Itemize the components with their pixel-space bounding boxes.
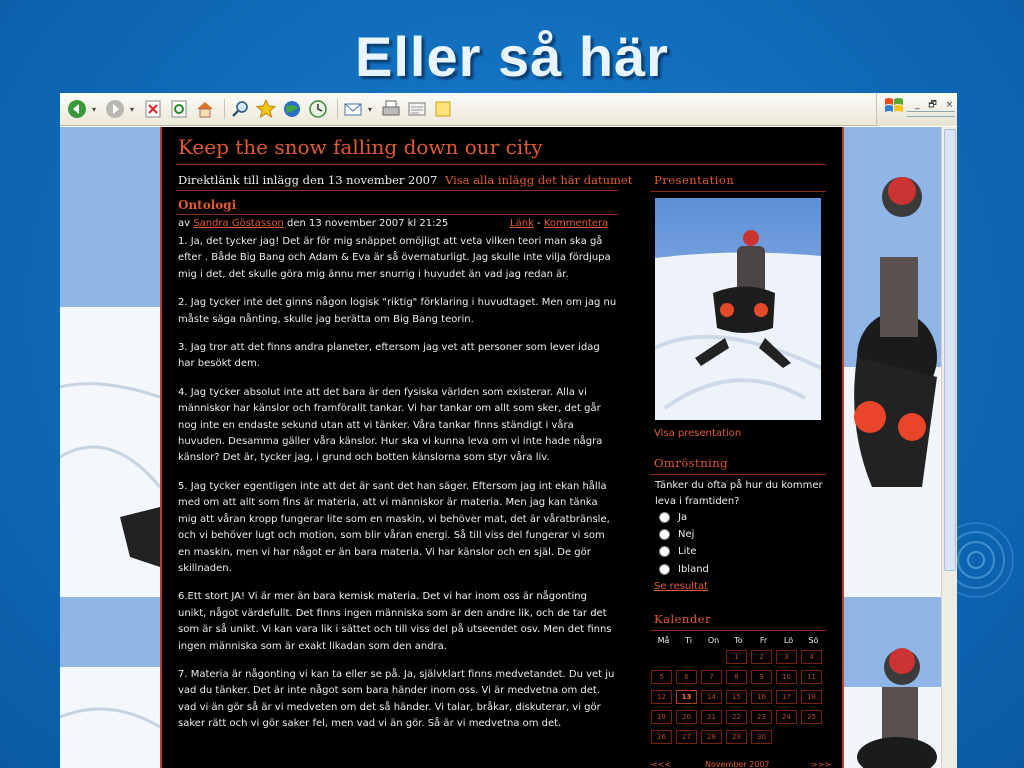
post-title[interactable]: Ontologi xyxy=(178,198,237,212)
calendar-day[interactable]: 3 xyxy=(776,650,797,664)
poll-option-ja[interactable] xyxy=(659,512,687,523)
post-actions xyxy=(510,218,608,229)
slide-title: Eller så här xyxy=(355,25,669,88)
radio-button[interactable] xyxy=(659,564,670,575)
show-all-posts-link[interactable]: Visa alla inlägg det här datumet xyxy=(445,173,633,187)
link-separator: - xyxy=(537,218,541,229)
calendar-day[interactable]: 2 xyxy=(751,650,772,664)
calendar xyxy=(651,636,827,744)
post-paragraph: 1. Ja, det tycker jag! Det är för mig snäppet omöjligt att veta vilken teori man ska gå efter . Både Big Bang och Adam & Eva är så övernaturligt. Jag skulle inte vilja fördjupa mig i det, det skulle göra mig ännu mer snurrig i huvudet än vad jag redan är. xyxy=(178,236,611,280)
radio-button[interactable] xyxy=(659,529,670,540)
radio-button[interactable] xyxy=(659,512,670,523)
refresh-icon[interactable] xyxy=(168,98,190,120)
calendar-day[interactable]: 1 xyxy=(726,650,747,664)
permalink-heading: Direktlänk till inlägg den 13 november 2007 xyxy=(178,173,438,187)
media-icon[interactable] xyxy=(281,98,303,120)
calendar-weekday: Sö xyxy=(808,636,819,645)
calendar-empty-cell xyxy=(776,730,797,744)
comment-link[interactable]: Kommentera xyxy=(543,218,609,229)
blog-title[interactable]: Keep the snow falling down our city xyxy=(178,135,543,159)
search-icon[interactable] xyxy=(229,98,251,120)
windows-logo-icon xyxy=(883,95,905,117)
snow-background-right-top xyxy=(842,127,942,597)
window-controls[interactable]: _ 🗗 × xyxy=(915,100,957,110)
divider xyxy=(176,214,618,215)
calendar-day[interactable]: 13 xyxy=(676,690,697,704)
calendar-weekday: To xyxy=(734,636,743,645)
post-paragraph: 2. Jag tycker inte det ginns någon logisk "riktig" förklaring i huvudtaget. Men om jag nu måste säga nånting, skulle jag berätta om Big Bang teorin. xyxy=(178,297,617,325)
poll-option-label: Lite xyxy=(678,546,697,557)
byline-prefix: av xyxy=(178,218,191,229)
calendar-prev-link[interactable]: <<< xyxy=(651,760,672,768)
calendar-day[interactable]: 16 xyxy=(751,690,772,704)
back-icon[interactable] xyxy=(66,98,88,120)
calendar-heading: Kalender xyxy=(654,612,712,626)
calendar-days xyxy=(651,650,827,744)
calendar-weekday: Lö xyxy=(783,636,794,645)
calendar-day[interactable]: 24 xyxy=(776,710,797,724)
calendar-day[interactable]: 29 xyxy=(726,730,747,744)
browser-window xyxy=(60,93,957,768)
calendar-empty-cell xyxy=(801,730,822,744)
snow-background-left-bottom xyxy=(60,597,160,768)
show-presentation-link[interactable]: Visa presentation xyxy=(654,428,742,439)
calendar-day[interactable]: 4 xyxy=(801,650,822,664)
poll-option-nej[interactable] xyxy=(659,529,694,540)
post-paragraph: 6.Ett stort JA! Vi är mer än bara kemisk materia. Det vi har inom oss är någonting unikt, något värdefullt. Det finns ingen människa som är den andre lik, och de tar det som är så unikt. Vi kan vara lik i sättet och till viss del på utseendet osv. Men det finns ingen människa som är exakt likadan som den andra. xyxy=(178,591,612,652)
post-paragraph: 4. Jag tycker absolut inte att det bara är den fysiska världen som existerar. Alla vi människor har känslor och framförallt tankar. Vi har tankar om allt som sker, det går nog inte en endaste sekund utan att vi tänker. Våra tankar finns ständigt i våra huvuden. Desamma gäller våra känslor. Hur ska vi kunna leva om vi inte hade några känslor? Det är, tycker jag, i grund och botten känslorna som styr våra liv. xyxy=(178,386,603,464)
blog-page xyxy=(160,127,844,768)
calendar-day[interactable]: 8 xyxy=(726,670,747,684)
page-viewport xyxy=(60,127,942,768)
poll-results-link[interactable]: Se resultat xyxy=(654,581,709,592)
permalink-link[interactable]: Länk xyxy=(510,218,534,229)
calendar-day[interactable]: 26 xyxy=(651,730,672,744)
back-dropdown-icon[interactable]: ▾ xyxy=(92,104,97,114)
snow-background-right-bottom xyxy=(842,597,942,768)
calendar-day[interactable]: 15 xyxy=(726,690,747,704)
address-lines xyxy=(907,111,955,121)
calendar-day[interactable]: 30 xyxy=(751,730,772,744)
poll-option-label: Ja xyxy=(678,512,688,523)
calendar-weekdays xyxy=(651,636,827,650)
stop-icon[interactable] xyxy=(142,98,164,120)
snow-background-left-top xyxy=(60,127,160,597)
calendar-empty-cell xyxy=(676,650,697,664)
discuss-icon[interactable] xyxy=(432,98,454,120)
calendar-empty-cell xyxy=(651,650,672,664)
divider xyxy=(650,191,826,192)
calendar-day[interactable]: 5 xyxy=(651,670,672,684)
poll-option-label: Nej xyxy=(678,529,695,540)
mail-icon[interactable] xyxy=(342,98,364,120)
poll-option-ibland[interactable] xyxy=(659,564,709,575)
calendar-day[interactable]: 21 xyxy=(701,710,722,724)
post-date: den 13 november 2007 kl 21:25 xyxy=(287,218,449,229)
toolbar-separator xyxy=(337,99,338,119)
calendar-day[interactable]: 17 xyxy=(776,690,797,704)
calendar-day[interactable]: 19 xyxy=(651,710,672,724)
calendar-day[interactable]: 23 xyxy=(751,710,772,724)
calendar-day[interactable]: 6 xyxy=(676,670,697,684)
author-link[interactable]: Sandra Göstasson xyxy=(193,218,284,229)
toolbar-separator xyxy=(224,99,225,119)
scrollbar-thumb[interactable] xyxy=(944,129,956,571)
browser-toolbar xyxy=(60,93,877,126)
post-body xyxy=(178,234,618,745)
divider xyxy=(176,190,618,191)
poll-heading: Omröstning xyxy=(654,456,729,470)
presentation-heading: Presentation xyxy=(654,173,735,187)
post-paragraph: 3. Jag tror att det finns andra planeter, eftersom jag vet att personer som lever idag har besökt dem. xyxy=(178,342,600,370)
calendar-day[interactable]: 25 xyxy=(801,710,822,724)
calendar-day[interactable]: 10 xyxy=(776,670,797,684)
favorites-icon[interactable] xyxy=(255,98,277,120)
calendar-day[interactable]: 20 xyxy=(676,710,697,724)
vertical-scrollbar[interactable] xyxy=(941,127,957,768)
calendar-month-link[interactable]: November 2007 xyxy=(705,760,770,768)
radio-button[interactable] xyxy=(659,546,670,557)
forward-dropdown-icon[interactable]: ▾ xyxy=(130,104,135,114)
post-byline xyxy=(178,218,448,229)
home-icon[interactable] xyxy=(194,98,216,120)
calendar-next-link[interactable]: >>> xyxy=(811,760,832,768)
divider xyxy=(650,474,826,475)
poll-option-lite[interactable] xyxy=(659,546,696,557)
calendar-weekday: On xyxy=(707,636,720,645)
calendar-day[interactable]: 11 xyxy=(801,670,822,684)
calendar-day[interactable]: 14 xyxy=(701,690,722,704)
divider xyxy=(650,630,826,631)
windows-logo-area xyxy=(876,93,957,126)
post-paragraph: 5. Jag tycker egentligen inte att det är sant det han säger. Eftersom jag int ekan hålla med om att allt som fins är materia, att vi människor är materia. Men jag kan tänka mig att våran kropp fungerar lite som en maskin, vi behöver mat, det är våratbränsle, och vi behöver lugt och motion, som blir våran energi. Så till viss del fungerar vi som en maskin, men vi har något er än bara materia. Vi har känslor och en själ. De gör skillnaden. xyxy=(178,480,610,574)
poll-option-label: Ibland xyxy=(678,564,709,575)
calendar-day[interactable]: 22 xyxy=(726,710,747,724)
presentation-photo[interactable] xyxy=(655,198,821,420)
calendar-day[interactable]: 18 xyxy=(801,690,822,704)
calendar-empty-cell xyxy=(701,650,722,664)
calendar-weekday: Ti xyxy=(685,636,692,645)
edit-icon[interactable] xyxy=(406,98,428,120)
divider xyxy=(176,164,826,165)
calendar-day[interactable]: 7 xyxy=(701,670,722,684)
print-icon[interactable] xyxy=(380,98,402,120)
calendar-weekday: Må xyxy=(657,636,670,645)
calendar-day[interactable]: 27 xyxy=(676,730,697,744)
calendar-weekday: Fr xyxy=(759,636,768,645)
calendar-day[interactable]: 9 xyxy=(751,670,772,684)
calendar-day[interactable]: 12 xyxy=(651,690,672,704)
forward-icon[interactable] xyxy=(104,98,126,120)
mail-dropdown-icon[interactable]: ▾ xyxy=(368,104,373,114)
calendar-day[interactable]: 28 xyxy=(701,730,722,744)
poll-question: Tänker du ofta på hur du kommer leva i framtiden? xyxy=(655,480,823,507)
post-paragraph: 7. Materia är någonting vi kan ta eller se på. Ja, självklart finns medvetandet. Du vet ju vad du tänker. Det är inte något som bara händer inom oss. Vi är medvetna om det. vad vi än gör så är vi medveten om det så händer. Vi talar, bråkar, diskuterar, vi gör saker rätt och vi gör saker fel, men vad vi än gör. Så är vi medvetna om det. xyxy=(178,668,615,730)
history-icon[interactable] xyxy=(307,98,329,120)
